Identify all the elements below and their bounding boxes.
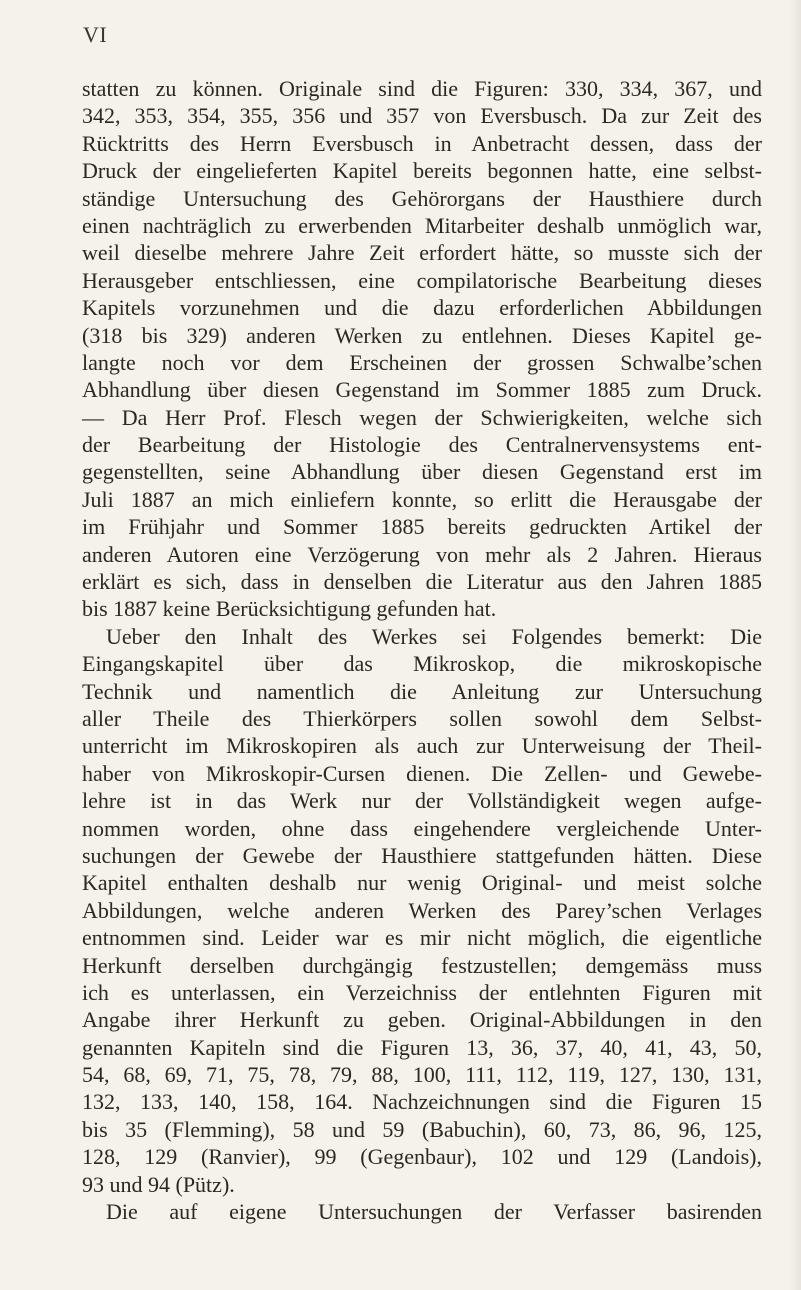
text-line: Die auf eigene Untersuchungen der Verfasser basirenden bbox=[106, 1199, 762, 1225]
text-line: entnommen sind. Leider war es mir nicht möglich, die eigentliche bbox=[82, 925, 762, 951]
text-line: nommen worden, ohne dass eingehendere vergleichende Unter- bbox=[82, 815, 762, 841]
text-line: einen nachträglich zu erwerbenden Mitarbeiter deshalb unmöglich war, bbox=[82, 212, 762, 238]
text-line: anderen Autoren eine Verzögerung von mehr als 2 Jahren. Hieraus bbox=[82, 541, 762, 567]
page-edge-shadow bbox=[789, 0, 801, 1290]
text-line: Ueber den Inhalt des Werkes sei Folgendes bemerkt: Die bbox=[106, 623, 762, 649]
text-line: 342, 353, 354, 355, 356 und 357 von Eversbusch. Da zur Zeit des bbox=[82, 103, 762, 129]
text-line: ich es unterlassen, ein Verzeichniss der entlehnten Figuren mit bbox=[82, 979, 762, 1005]
text-line: aller Theile des Thierkörpers sollen sowohl dem Selbst- bbox=[82, 705, 762, 731]
text-line: bis 1887 keine Berücksichtigung gefunden hat. bbox=[82, 596, 497, 622]
text-line: ständige Untersuchung des Gehörorgans der Hausthiere durch bbox=[82, 185, 762, 211]
text-line: weil dieselbe mehrere Jahre Zeit erfordert hätte, so musste sich der bbox=[82, 240, 762, 266]
text-line: erklärt es sich, dass in denselben die Literatur aus den Jahren 1885 bbox=[82, 569, 762, 595]
text-line: langte noch vor dem Erscheinen der grossen Schwalbe’schen bbox=[82, 349, 762, 375]
text-line: Angabe ihrer Herkunft zu geben. Original-Abbildungen in den bbox=[82, 1007, 762, 1033]
text-line: Druck der eingelieferten Kapitel bereits begonnen hatte, eine selbst- bbox=[82, 158, 762, 184]
text-line: im Frühjahr und Sommer 1885 bereits gedruckten Artikel der bbox=[82, 514, 762, 540]
text-line: suchungen der Gewebe der Hausthiere stattgefunden hätten. Diese bbox=[82, 842, 762, 868]
text-line: (318 bis 329) anderen Werken zu entlehnen. Dieses Kapitel ge- bbox=[82, 322, 762, 348]
text-line: statten zu können. Originale sind die Figuren: 330, 334, 367, und bbox=[82, 76, 762, 101]
page-number: VI bbox=[83, 22, 108, 47]
text-line: gegenstellten, seine Abhandlung über diesen Gegenstand erst im bbox=[82, 459, 762, 485]
text-line: Kapitels vorzunehmen und die dazu erforderlichen Abbildungen bbox=[82, 295, 762, 321]
text-line: genannten Kapiteln sind die Figuren 13, 36, 37, 40, 41, 43, 50, bbox=[82, 1034, 762, 1060]
text-line: Herkunft derselben durchgängig festzustellen; demgemäss muss bbox=[82, 952, 762, 978]
text-line: Rücktritts des Herrn Eversbusch in Anbetracht dessen, dass der bbox=[82, 130, 762, 156]
text-line: unterricht im Mikroskopiren als auch zur Unterweisung der Theil- bbox=[82, 733, 762, 759]
text-line: Abbildungen, welche anderen Werken des Parey’schen Verlages bbox=[82, 897, 762, 923]
text-line: Kapitel enthalten deshalb nur wenig Original- und meist solche bbox=[82, 870, 762, 896]
body-text bbox=[82, 75, 762, 1225]
text-line: 93 und 94 (Pütz). bbox=[82, 1171, 235, 1197]
text-line: Juli 1887 an mich einliefern konnte, so erlitt die Herausgabe der bbox=[82, 486, 762, 512]
text-line: haber von Mikroskopir-Cursen dienen. Die Zellen- und Gewebe- bbox=[82, 760, 762, 786]
text-line: Herausgeber entschliessen, eine compilatorische Bearbeitung dieses bbox=[82, 267, 762, 293]
text-line: Eingangskapitel über das Mikroskop, die mikroskopische bbox=[82, 651, 762, 677]
text-line: bis 35 (Flemming), 58 und 59 (Babuchin), 60, 73, 86, 96, 125, bbox=[82, 1116, 762, 1142]
text-line: 132, 133, 140, 158, 164. Nachzeichnungen sind die Figuren 15 bbox=[82, 1089, 762, 1115]
text-line: Technik und namentlich die Anleitung zur Untersuchung bbox=[82, 678, 762, 704]
text-line: Abhandlung über diesen Gegenstand im Sommer 1885 zum Druck. bbox=[82, 377, 762, 403]
text-line: lehre ist in das Werk nur der Vollständigkeit wegen aufge- bbox=[82, 788, 762, 814]
text-line: 54, 68, 69, 71, 75, 78, 79, 88, 100, 111, 112, 119, 127, 130, 131, bbox=[82, 1062, 762, 1088]
text-line: der Bearbeitung der Histologie des Centralnervensystems ent- bbox=[82, 432, 762, 458]
text-line: — Da Herr Prof. Flesch wegen der Schwierigkeiten, welche sich bbox=[82, 404, 762, 430]
text-line: 128, 129 (Ranvier), 99 (Gegenbaur), 102 und 129 (Landois), bbox=[82, 1144, 762, 1170]
